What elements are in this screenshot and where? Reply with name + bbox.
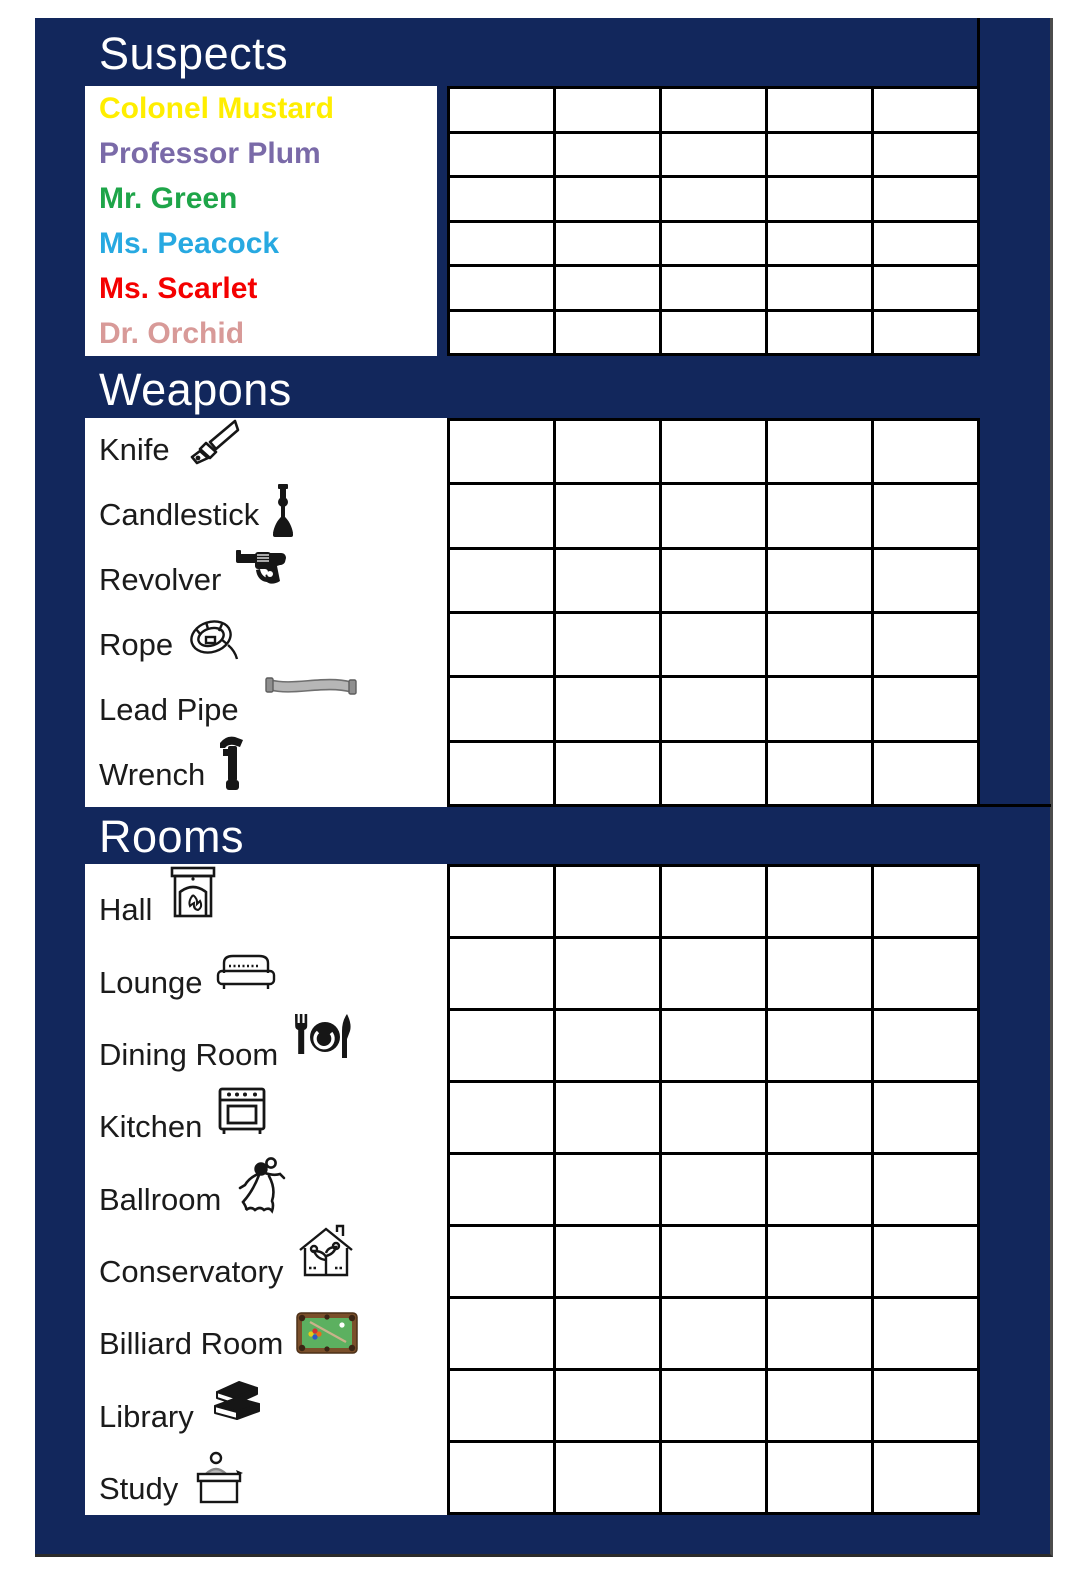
mark-cell[interactable]	[662, 1155, 765, 1224]
weapon-label: Candlestick	[99, 497, 260, 533]
mark-cell[interactable]	[662, 134, 765, 176]
weapon-label: Revolver	[99, 562, 222, 598]
mark-cell[interactable]	[662, 1227, 765, 1296]
mark-cell[interactable]	[556, 178, 659, 220]
mark-cell[interactable]	[556, 867, 659, 936]
mark-cell[interactable]	[768, 223, 871, 265]
mark-cell[interactable]	[556, 312, 659, 354]
weapon-label: Rope	[99, 626, 174, 662]
mark-cell[interactable]	[450, 421, 553, 482]
mark-cell[interactable]	[662, 178, 765, 220]
suspects-label-list	[85, 86, 437, 356]
sofa-icon	[215, 951, 277, 993]
mark-cell[interactable]	[556, 223, 659, 265]
mark-cell[interactable]	[662, 1443, 765, 1512]
mark-cell[interactable]	[450, 1155, 553, 1224]
suspect-row	[85, 131, 437, 176]
mark-cell[interactable]	[450, 134, 553, 176]
room-label: Library	[99, 1398, 194, 1434]
mark-cell[interactable]	[450, 550, 553, 611]
room-row	[85, 936, 447, 1008]
mark-cell[interactable]	[450, 1443, 553, 1512]
mark-cell[interactable]	[874, 1371, 977, 1440]
room-label: Ballroom	[99, 1181, 222, 1217]
revolver-icon	[234, 546, 294, 590]
mark-cell[interactable]	[662, 267, 765, 309]
section-title-rooms: Rooms	[99, 811, 245, 862]
desk-icon	[191, 1451, 247, 1505]
suspect-label: Colonel Mustard	[99, 91, 335, 125]
room-label: Billiard Room	[99, 1326, 284, 1362]
mark-cell[interactable]	[556, 1443, 659, 1512]
suspects-mark-grid	[447, 86, 980, 356]
mark-cell[interactable]	[874, 421, 977, 482]
mark-cell[interactable]	[874, 1299, 977, 1368]
mark-cell[interactable]	[874, 1011, 977, 1080]
mark-cell[interactable]	[768, 178, 871, 220]
section-title-suspects: Suspects	[99, 28, 289, 79]
mark-cell[interactable]	[768, 867, 871, 936]
mark-cell[interactable]	[662, 550, 765, 611]
room-label: Hall	[99, 892, 153, 928]
rope-icon	[186, 615, 240, 663]
mark-cell[interactable]	[768, 267, 871, 309]
mark-cell[interactable]	[556, 1299, 659, 1368]
weapons-label-list	[85, 418, 447, 807]
mark-cell[interactable]	[556, 134, 659, 176]
mark-cell[interactable]	[556, 743, 659, 804]
weapon-label: Lead Pipe	[99, 691, 239, 727]
candlestick-icon	[272, 483, 294, 539]
weapon-label: Knife	[99, 432, 170, 468]
mark-cell[interactable]	[450, 89, 553, 131]
knife-icon	[183, 419, 241, 465]
room-label: Dining Room	[99, 1037, 279, 1072]
weapon-row	[85, 677, 447, 742]
mark-cell[interactable]	[556, 550, 659, 611]
mark-cell[interactable]	[768, 1443, 871, 1512]
mark-cell[interactable]	[874, 678, 977, 739]
room-row	[85, 1226, 447, 1298]
sheet-panel	[35, 18, 1053, 1557]
dining-icon	[291, 1013, 353, 1059]
books-icon	[207, 1379, 263, 1427]
rooms-label-list	[85, 864, 447, 1515]
mark-cell[interactable]	[450, 1083, 553, 1152]
suspect-label: Mr. Green	[99, 181, 238, 215]
mark-cell[interactable]	[768, 1155, 871, 1224]
mark-cell[interactable]	[874, 867, 977, 936]
suspect-row	[85, 176, 437, 221]
mark-cell[interactable]	[768, 550, 871, 611]
mark-cell[interactable]	[450, 678, 553, 739]
mark-cell[interactable]	[662, 1011, 765, 1080]
weapon-row	[85, 418, 447, 483]
greenhouse-icon	[296, 1224, 356, 1278]
suspect-label: Ms. Scarlet	[99, 271, 258, 305]
suspect-label: Ms. Peacock	[99, 226, 280, 260]
room-row	[85, 864, 447, 936]
room-row	[85, 1298, 447, 1370]
mark-cell[interactable]	[450, 867, 553, 936]
mark-cell[interactable]	[662, 614, 765, 675]
room-label: Conservatory	[99, 1254, 284, 1289]
mark-cell[interactable]	[768, 678, 871, 739]
wrench-icon	[218, 735, 246, 791]
room-label: Kitchen	[99, 1109, 203, 1145]
mark-cell[interactable]	[662, 939, 765, 1008]
suspect-label: Dr. Orchid	[99, 316, 245, 350]
room-row	[85, 1370, 447, 1442]
mark-cell[interactable]	[768, 1371, 871, 1440]
mark-cell[interactable]	[556, 267, 659, 309]
mark-cell[interactable]	[768, 1299, 871, 1368]
room-row	[85, 1153, 447, 1225]
mark-cell[interactable]	[768, 743, 871, 804]
mark-cell[interactable]	[874, 743, 977, 804]
mark-cell[interactable]	[768, 89, 871, 131]
mark-cell[interactable]	[768, 939, 871, 1008]
dancers-icon	[234, 1156, 292, 1214]
mark-cell[interactable]	[662, 1371, 765, 1440]
mark-cell[interactable]	[874, 1443, 977, 1512]
weapon-row	[85, 613, 447, 678]
weapon-row	[85, 483, 447, 548]
room-label: Study	[99, 1471, 179, 1506]
mark-cell[interactable]	[450, 743, 553, 804]
mark-cell[interactable]	[874, 550, 977, 611]
mark-cell[interactable]	[662, 678, 765, 739]
mark-cell[interactable]	[450, 939, 553, 1008]
mark-cell[interactable]	[556, 1155, 659, 1224]
mark-cell[interactable]	[874, 1155, 977, 1224]
mark-cell[interactable]	[450, 312, 553, 354]
room-row	[85, 1009, 447, 1081]
mark-cell[interactable]	[556, 1227, 659, 1296]
mark-cell[interactable]	[662, 223, 765, 265]
mark-cell[interactable]	[874, 1083, 977, 1152]
mark-cell[interactable]	[768, 1083, 871, 1152]
mark-cell[interactable]	[556, 89, 659, 131]
weapon-label: Wrench	[99, 756, 206, 792]
suspect-row	[85, 221, 437, 266]
mark-cell[interactable]	[768, 1011, 871, 1080]
mark-cell[interactable]	[662, 743, 765, 804]
suspect-label: Professor Plum	[99, 136, 321, 170]
mark-cell[interactable]	[768, 485, 871, 546]
mark-cell[interactable]	[450, 223, 553, 265]
mark-cell[interactable]	[450, 1299, 553, 1368]
mark-cell[interactable]	[450, 485, 553, 546]
mark-cell[interactable]	[556, 614, 659, 675]
mark-cell[interactable]	[450, 178, 553, 220]
mark-cell[interactable]	[768, 312, 871, 354]
mark-cell[interactable]	[768, 1227, 871, 1296]
mark-cell[interactable]	[874, 178, 977, 220]
mark-cell[interactable]	[768, 614, 871, 675]
weapon-row	[85, 548, 447, 613]
mark-cell[interactable]	[556, 1371, 659, 1440]
mark-cell[interactable]	[556, 678, 659, 739]
suspect-row	[85, 311, 437, 356]
mark-cell[interactable]	[450, 1011, 553, 1080]
mark-cell[interactable]	[662, 867, 765, 936]
weapon-row	[85, 742, 447, 807]
mark-cell[interactable]	[662, 312, 765, 354]
suspect-row	[85, 86, 437, 131]
lead-pipe-icon	[263, 672, 359, 700]
room-row	[85, 1443, 447, 1515]
mark-cell[interactable]	[450, 1371, 553, 1440]
rooms-mark-grid	[447, 864, 980, 1515]
mark-cell[interactable]	[874, 223, 977, 265]
mark-cell[interactable]	[556, 421, 659, 482]
mark-cell[interactable]	[874, 939, 977, 1008]
mark-cell[interactable]	[874, 89, 977, 131]
mark-cell[interactable]	[874, 485, 977, 546]
mark-cell[interactable]	[556, 485, 659, 546]
mark-cell[interactable]	[874, 267, 977, 309]
mark-cell[interactable]	[662, 1083, 765, 1152]
room-row	[85, 1081, 447, 1153]
fireplace-icon	[165, 866, 221, 918]
mark-cell[interactable]	[874, 614, 977, 675]
mark-cell[interactable]	[556, 1011, 659, 1080]
mark-cell[interactable]	[450, 267, 553, 309]
suspect-row	[85, 266, 437, 311]
mark-cell[interactable]	[662, 89, 765, 131]
mark-cell[interactable]	[450, 614, 553, 675]
billiard-table-icon	[296, 1312, 358, 1354]
mark-cell[interactable]	[556, 1083, 659, 1152]
room-label: Lounge	[99, 964, 203, 1000]
section-title-weapons: Weapons	[99, 364, 292, 415]
mark-cell[interactable]	[768, 421, 871, 482]
mark-cell[interactable]	[662, 1299, 765, 1368]
mark-cell[interactable]	[874, 312, 977, 354]
mark-cell[interactable]	[874, 1227, 977, 1296]
weapons-mark-grid	[447, 418, 980, 807]
mark-cell[interactable]	[556, 939, 659, 1008]
mark-cell[interactable]	[662, 485, 765, 546]
mark-cell[interactable]	[662, 421, 765, 482]
mark-cell[interactable]	[874, 134, 977, 176]
suspects-header-divider-line	[977, 18, 980, 86]
mark-cell[interactable]	[450, 1227, 553, 1296]
stove-icon	[215, 1083, 269, 1137]
mark-cell[interactable]	[768, 134, 871, 176]
